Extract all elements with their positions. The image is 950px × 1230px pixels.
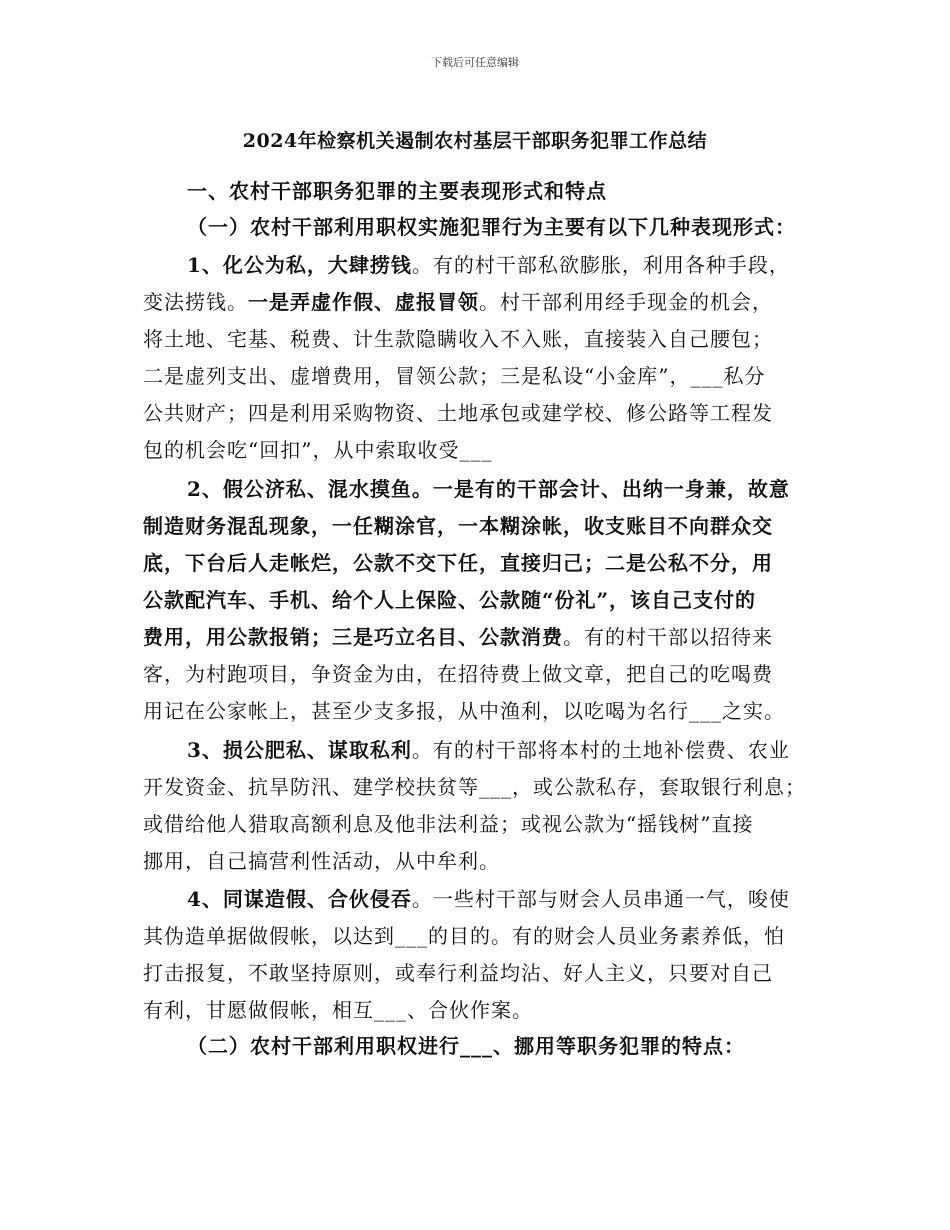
- text-span: 。村干部利用经手现金的机会，: [479, 290, 773, 314]
- paragraph-line: [187, 883, 790, 912]
- text-span: 。有的村干部私欲膨胀，利用各种手段，: [411, 253, 790, 277]
- paragraph-line: [187, 249, 790, 278]
- text-span: 。有的村干部将本村的土地补偿费、农业: [411, 738, 790, 762]
- paragraph-line: 客，为村跑项目，争资金为由，在招待费上做文章，把自己的吃喝费: [143, 662, 773, 686]
- page-header: 下载后可任意编辑: [431, 56, 519, 69]
- item-title: 1、化公为私，大肆捞钱: [187, 253, 412, 277]
- paragraph-line: 有利，甘愿做假帐，相互___、合伙作案。: [143, 998, 533, 1022]
- paragraph-line: 公共财产；四是利用采购物资、土地承包或建学校、修公路等工程发: [143, 401, 773, 425]
- paragraph-line: 挪用，自己搞营利性活动，从中牟利。: [143, 849, 500, 873]
- section-heading: 一、农村干部职务犯罪的主要表现形式和特点: [187, 179, 607, 203]
- text-span: 。一些村干部与财会人员串通一气，唆使: [411, 887, 790, 911]
- paragraph-line: 打击报复，不敢坚持原则，或奉行利益均沾、好人主义，只要对自己: [143, 961, 773, 985]
- paragraph-line: 或借给他人猎取高额利息及他非法利益；或视公款为“摇钱树”直接: [143, 812, 754, 836]
- bold-text-span: 费用，用公款报销；三是巧立名目、公款消费: [143, 625, 563, 649]
- paragraph-line: 公款配汽车、手机、给个人上保险、公款随“份礼”，该自己支付的: [143, 588, 757, 612]
- paragraph-line: 其伪造单据做假帐，以达到___的目的。有的财会人员业务素养低，怕: [143, 924, 785, 948]
- subsection-heading: （一）农村干部利用职权实施犯罪行为主要有以下几种表现形式：: [187, 215, 796, 239]
- subsection-heading: （二）农村干部利用职权进行___、挪用等职务犯罪的特点：: [187, 1034, 745, 1058]
- text-span: 变法捞钱。: [143, 290, 248, 314]
- bold-text-span: 一是弄虚作假、虚报冒领: [248, 290, 479, 314]
- paragraph-line: 包的机会吃“回扣”，从中索取收受___: [143, 438, 493, 462]
- paragraph-line: [143, 286, 773, 315]
- paragraph-line: 制造财务混乱现象，一任糊涂官，一本糊涂帐，收支账目不向群众交: [143, 514, 773, 538]
- paragraph-line: 用记在公家帐上，甚至少支多报，从中渔利，以吃喝为名行___之实。: [143, 699, 785, 723]
- text-span: 。有的村干部以招待来: [563, 625, 773, 649]
- paragraph-line: 开发资金、抗旱防汛、建学校扶贫等___，或公款私存，套取银行利息；: [143, 775, 806, 799]
- paragraph-line: [187, 734, 790, 763]
- paragraph-line: 二是虚列支出、虚增费用，冒领公款；三是私设“小金库”，___私分: [143, 364, 766, 388]
- paragraph-line: [143, 621, 773, 650]
- item-title: 3、损公肥私、谋取私利: [187, 738, 412, 762]
- paragraph-line: 2、假公济私、混水摸鱼。一是有的干部会计、出纳一身兼，故意: [187, 477, 790, 501]
- paragraph-line: 底，下台后人走帐烂，公款不交下任，直接归己；二是公私不分，用: [143, 551, 773, 575]
- item-title: 4、同谋造假、合伙侵吞: [187, 887, 412, 911]
- document-title: 2024年检察机关遏制农村基层干部职务犯罪工作总结: [242, 130, 708, 152]
- paragraph-line: 将土地、宅基、税费、计生款隐瞒收入不入账，直接装入自己腰包；: [143, 327, 773, 351]
